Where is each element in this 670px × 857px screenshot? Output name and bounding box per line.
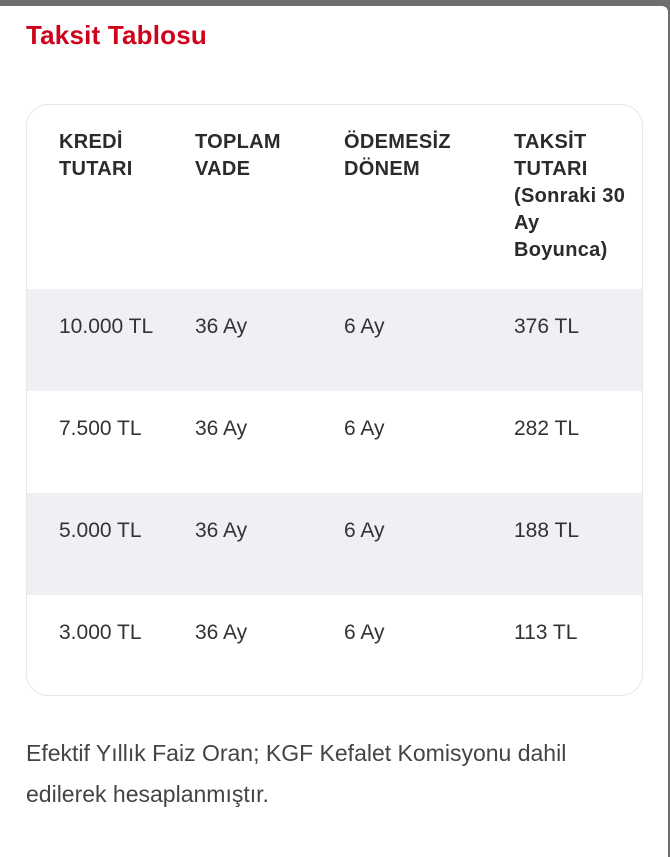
table-row xyxy=(27,493,642,595)
cell-loan-amount: 5.000 TL xyxy=(59,519,142,542)
cell-loan-amount: 3.000 TL xyxy=(59,621,142,644)
cell-installment: 282 TL xyxy=(514,417,579,440)
header-loan-amount: KREDİ TUTARI xyxy=(59,131,133,180)
cell-installment: 113 TL xyxy=(514,621,578,644)
header-total-term: TOPLAM VADE xyxy=(195,131,281,180)
cell-loan-amount: 10.000 TL xyxy=(59,315,154,338)
cell-installment: 376 TL xyxy=(514,315,579,338)
header-grace-period: ÖDEMESİZ DÖNEM xyxy=(344,131,451,180)
cell-grace-period: 6 Ay xyxy=(344,315,385,338)
table-row xyxy=(27,595,642,696)
cell-total-term: 36 Ay xyxy=(195,621,248,644)
table-row xyxy=(27,391,642,493)
cell-grace-period: 6 Ay xyxy=(344,417,385,440)
cell-grace-period: 6 Ay xyxy=(344,519,385,542)
modal-title: Taksit Tablosu xyxy=(26,20,207,50)
cell-grace-period: 6 Ay xyxy=(344,621,385,644)
header-installment-amount: TAKSİT TUTARI (Sonraki 30 Ay Boyunca) xyxy=(514,131,626,261)
cell-total-term: 36 Ay xyxy=(195,315,248,338)
cell-total-term: 36 Ay xyxy=(195,417,248,440)
footnote: Efektif Yıllık Faiz Oran; KGF Kefalet Komisyonu dahil edilerek hesaplanmıştır. xyxy=(26,740,567,807)
cell-installment: 188 TL xyxy=(514,519,579,542)
installment-modal xyxy=(0,6,668,857)
cell-loan-amount: 7.500 TL xyxy=(59,417,142,440)
table-header-row xyxy=(27,105,642,289)
table-row xyxy=(27,289,642,391)
cell-total-term: 36 Ay xyxy=(195,519,248,542)
installment-table xyxy=(26,104,643,696)
